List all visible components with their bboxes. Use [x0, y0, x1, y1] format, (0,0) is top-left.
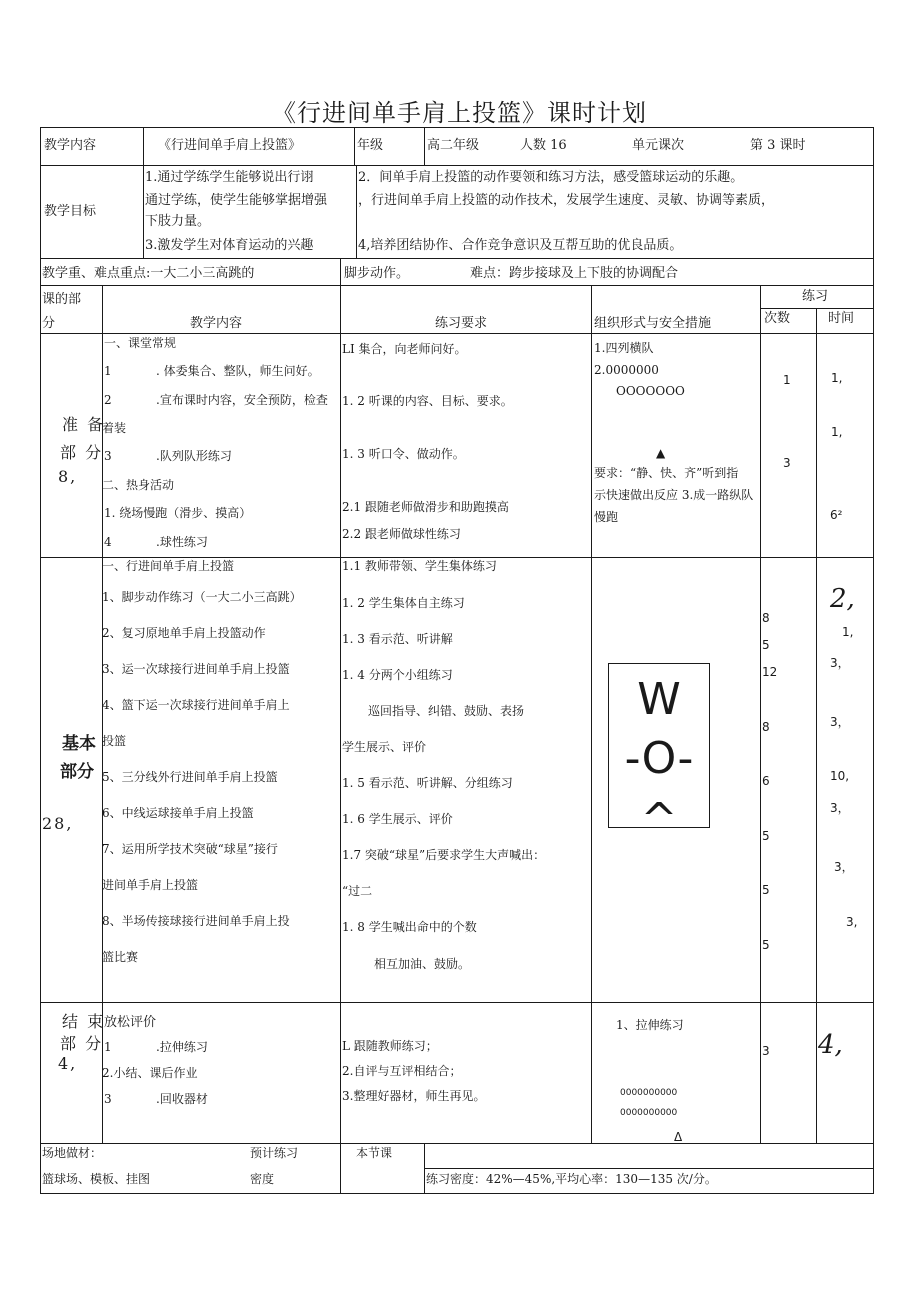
end-req: 2.自评与互评相结合；	[342, 1064, 462, 1078]
basic-content: 5、三分线外行进间单手肩上投篮	[102, 770, 278, 784]
basic-time: 10,	[830, 769, 850, 783]
end-req: 3.整理好器材，师生再见。	[342, 1089, 486, 1103]
end-content: 放松评价	[104, 1015, 157, 1030]
venue-label: 场地做材：	[42, 1146, 103, 1160]
header-times: 次数	[764, 311, 791, 326]
goals-label: 教学目标	[44, 204, 97, 219]
basic-content: 2、复习原地单手肩上投篮动作	[102, 626, 266, 640]
people-count: 人数 16	[520, 138, 567, 153]
basic-count: 6	[762, 774, 770, 788]
expect-label-1: 预计练习	[250, 1146, 299, 1160]
unit-value: 第 3 课时	[750, 138, 806, 153]
prep-time: 1,	[831, 425, 843, 439]
basic-count: 5	[762, 829, 770, 843]
prep-req: 2.1 跟随老师做滑步和助跑摸高	[342, 500, 509, 514]
prep-content: 二、热身活动	[102, 478, 175, 492]
prep-org: 示快速做出反应 3.成一路纵队	[594, 488, 754, 502]
basic-req: 1. 3 看示范、听讲解	[342, 632, 453, 646]
expect-label-2: 密度	[250, 1172, 275, 1186]
formation-o: -O-	[624, 733, 694, 784]
basic-count: 5	[762, 883, 770, 897]
prep-content: 2	[104, 393, 112, 407]
basic-time: 3，	[830, 715, 850, 729]
basic-content: 6、中线运球接单手肩上投篮	[102, 806, 254, 820]
prep-part-1: 准 备	[62, 415, 106, 434]
end-part-1: 结 束	[62, 1012, 106, 1031]
prep-content: .队列队形练习	[156, 449, 232, 463]
prep-org: ▲	[656, 446, 666, 460]
basic-time: 3，	[830, 656, 850, 670]
basic-req: 1.1 教师带领、学生集体练习	[342, 559, 497, 573]
basic-count: 5	[762, 938, 770, 952]
prep-count: 3	[783, 456, 791, 470]
goal-left-3: 下肢力量。	[145, 214, 211, 229]
goal-right-1: 2．间单手肩上投篮的动作要领和练习方法，感受篮球运动的乐趣。	[358, 170, 744, 185]
prep-part-2: 部 分	[60, 443, 104, 462]
formation-diagram	[608, 663, 710, 828]
basic-time: 3,	[846, 915, 858, 929]
lesson-label: 本节课	[356, 1146, 393, 1160]
grade-value: 高二年级	[427, 138, 480, 153]
basic-content: 篮比赛	[102, 950, 139, 964]
venue-value: 篮球场、模板、挂图	[42, 1172, 151, 1186]
prep-content: . 体委集合、整队，师生问好。	[156, 364, 320, 378]
header-practice: 练习	[802, 289, 829, 304]
basic-count: 8	[762, 611, 770, 625]
prep-req: LI 集合，向老师问好。	[342, 342, 467, 356]
header-organization: 组织形式与安全措施	[594, 316, 712, 331]
basic-count: 5	[762, 638, 770, 652]
prep-org: 2.0000000	[594, 363, 659, 377]
end-count: 3	[762, 1044, 770, 1058]
basic-req: 巡回指导、纠错、鼓励、表扬	[368, 704, 525, 718]
basic-time: 3，	[834, 860, 854, 874]
basic-req: “过二	[342, 884, 373, 898]
basic-time: 1,	[842, 625, 854, 639]
basic-content: 投篮	[102, 734, 127, 748]
header-content: 教学内容	[190, 316, 243, 331]
basic-count: 8	[762, 720, 770, 734]
prep-content: 一、课堂常规	[104, 336, 177, 350]
prep-org: 要求：“静、快、齐”听到指	[594, 466, 739, 480]
basic-req: 1. 8 学生喊出命中的个数	[342, 920, 477, 934]
basic-part-1: 基本	[62, 734, 96, 754]
prep-content: 4	[104, 535, 112, 549]
end-part-3: 4,	[58, 1054, 78, 1073]
basic-req: 学生展示、评价	[342, 740, 427, 754]
goal-left-1: 1.通过学练学生能够说出行诩	[145, 170, 314, 185]
end-req: L 跟随教师练习；	[342, 1039, 438, 1053]
basic-part-2: 部分	[60, 762, 94, 782]
prep-time: 1,	[831, 371, 843, 385]
content-value: 《行进间单手肩上投篮》	[158, 138, 302, 153]
prep-req: 1. 3 听口令、做动作。	[342, 447, 465, 461]
header-time: 时间	[828, 311, 855, 326]
basic-content: 7、运用所学技术突破“球星”接行	[102, 842, 278, 856]
end-org: 0000000000	[620, 1108, 678, 1118]
end-org: 0000000000	[620, 1088, 678, 1098]
prep-org: OOOOOOO	[616, 384, 685, 398]
header-part-2: 分	[42, 316, 56, 331]
formation-caret: ^	[640, 794, 678, 828]
density-value: 练习密度：42%—45%,平均心率：130—135 次/分。	[426, 1172, 717, 1186]
goal-right-3: 4,培养团结协作、合作竞争意识及互帮互助的优良品质。	[358, 238, 683, 253]
end-time: 4,	[818, 1030, 843, 1060]
basic-time-total: 2,	[830, 584, 855, 614]
key-mid: 脚步动作。	[344, 266, 410, 281]
basic-content: 3、运一次球接行进间单手肩上投篮	[102, 662, 290, 676]
key-left: 教学重、难点重点:一大二小三高跳的	[42, 266, 255, 281]
end-content: 2.小结、课后作业	[102, 1066, 198, 1080]
end-content: .拉伸练习	[156, 1040, 208, 1054]
goal-right-2: ，行进间单手肩上投篮的动作技术，发展学生速度、灵敏、协调等素质，	[358, 193, 775, 208]
grade-label: 年级	[357, 138, 384, 153]
end-part-2: 部 分	[60, 1034, 104, 1053]
basic-content: 进间单手肩上投篮	[102, 878, 199, 892]
content-label: 教学内容	[44, 138, 97, 153]
end-org: 1、拉伸练习	[616, 1018, 684, 1032]
end-org: Δ	[674, 1130, 683, 1144]
basic-req: 1. 4 分两个小组练习	[342, 668, 453, 682]
prep-time: 6²	[830, 508, 843, 522]
prep-org: 1.四列横队	[594, 341, 654, 355]
unit-label: 单元课次	[632, 138, 685, 153]
end-content: 3	[104, 1092, 112, 1106]
header-requirements: 练习要求	[435, 316, 488, 331]
basic-content: 4、篮下运一次球接行进间单手肩上	[102, 698, 290, 712]
basic-part-3: 28,	[42, 814, 74, 833]
basic-req: 1. 5 看示范、听讲解、分组练习	[342, 776, 513, 790]
basic-content: 一、行进间单手肩上投篮	[102, 559, 235, 573]
prep-req: 2.2 跟老师做球性练习	[342, 527, 461, 541]
basic-req: 相互加油、鼓励。	[374, 957, 471, 971]
prep-content: 3	[104, 449, 112, 463]
prep-part-3: 8,	[58, 467, 78, 486]
basic-content: 8、半场传接球接行进间单手肩上投	[102, 914, 290, 928]
basic-content: 1、脚步动作练习（一大二小三高跳）	[102, 590, 302, 604]
prep-content: 1. 绕场慢跑（滑步、摸高）	[104, 506, 252, 520]
prep-content: .宣布课时内容，安全预防，检查	[156, 393, 328, 407]
prep-count: 1	[783, 373, 791, 387]
prep-content: 1	[104, 364, 112, 378]
key-right: 难点：跨步接球及上下肢的协调配合	[470, 266, 679, 281]
prep-content: 着装	[102, 421, 127, 435]
page-title: 《行进间单手肩上投篮》课时计划	[272, 99, 647, 127]
basic-count: 12	[762, 665, 778, 679]
goal-left-2: 通过学练，使学生能够掌据增强	[145, 193, 328, 208]
formation-w: W	[637, 674, 681, 725]
end-content: 1	[104, 1040, 112, 1054]
basic-req: 1.7 突破“球星”后要求学生大声喊出：	[342, 848, 546, 862]
goal-left-4: 3.激发学生对体育运动的兴趣	[145, 238, 314, 253]
header-part-1: 课的部	[42, 292, 82, 307]
basic-req: 1. 6 学生展示、评价	[342, 812, 453, 826]
basic-req: 1. 2 学生集体自主练习	[342, 596, 465, 610]
prep-org: 慢跑	[594, 510, 619, 524]
prep-req: 1. 2 听课的内容、目标、要求。	[342, 394, 513, 408]
basic-time: 3，	[830, 801, 850, 815]
prep-content: .球性练习	[156, 535, 208, 549]
end-content: .回收器材	[156, 1092, 208, 1106]
